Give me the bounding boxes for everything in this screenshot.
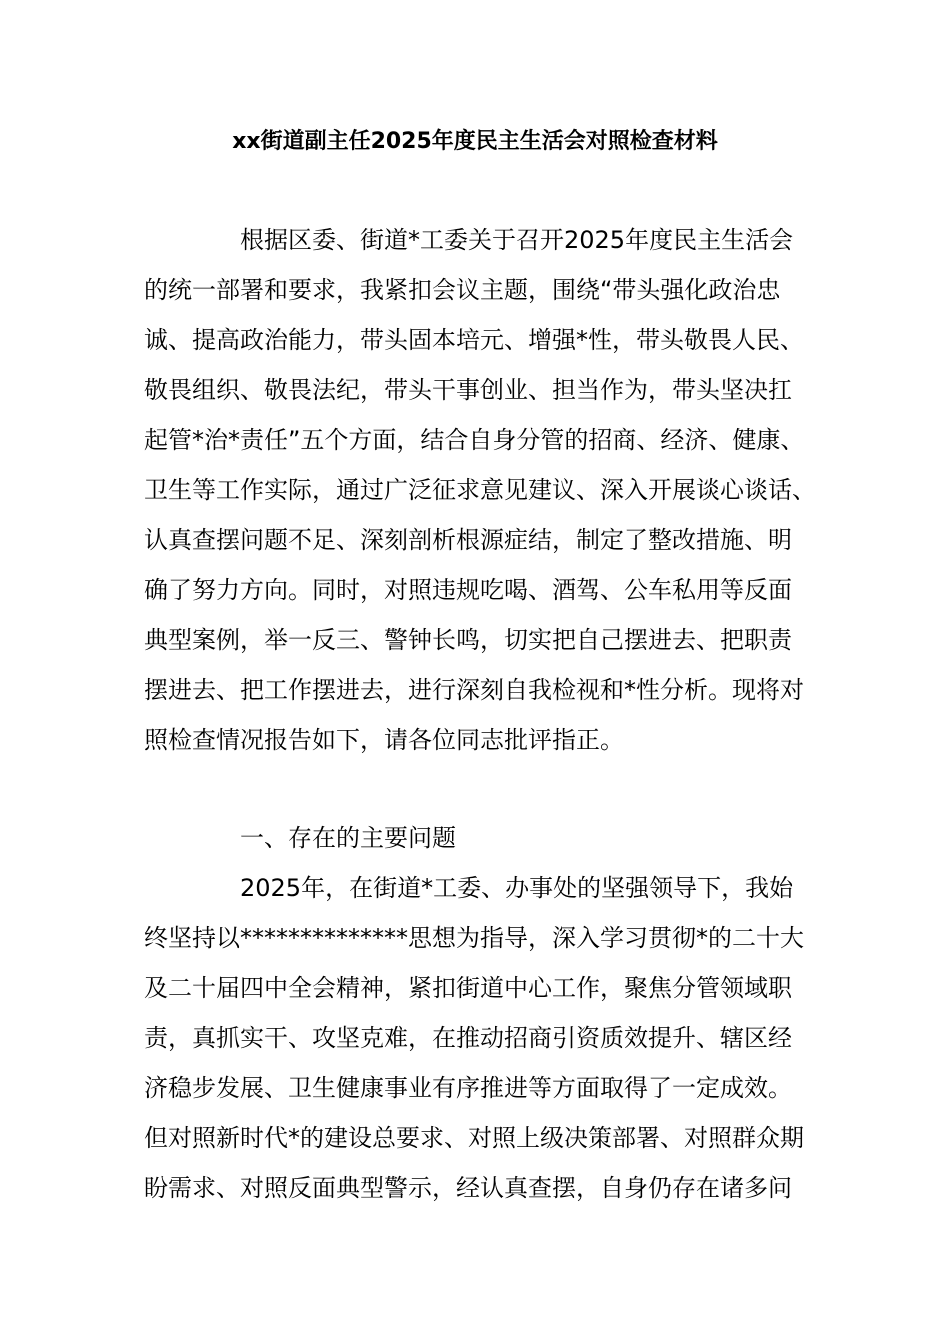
paragraph-line: 敬畏组织、敬畏法纪，带头干事创业、担当作为，带头坚决扛 xyxy=(144,376,792,404)
paragraph-line: 认真查摆问题不足、深刻剖析根源症结，制定了整改措施、明 xyxy=(144,526,792,554)
paragraph-line: 起管*治*责任”五个方面，结合自身分管的招商、经济、健康、 xyxy=(144,426,805,454)
paragraph-line: 诚、提高政治能力，带头固本培元、增强*性，带头敬畏人民、 xyxy=(144,326,804,354)
document-title: xx街道副主任2025年度民主生活会对照检查材料 xyxy=(232,129,718,154)
paragraph-line: 盼需求、对照反面典型警示，经认真查摆，自身仍存在诸多问 xyxy=(144,1174,792,1202)
paragraph-line: 济稳步发展、卫生健康事业有序推进等方面取得了一定成效。 xyxy=(144,1074,792,1102)
paragraph-line: 及二十届四中全会精神，紧扣街道中心工作，聚焦分管领域职 xyxy=(144,974,792,1002)
paragraph-line: 根据区委、街道*工委关于召开2025年度民主生活会 xyxy=(240,226,794,254)
paragraph-line: 但对照新时代*的建设总要求、对照上级决策部署、对照群众期 xyxy=(144,1124,804,1152)
paragraph-line: 卫生等工作实际，通过广泛征求意见建议、深入开展谈心谈话、 xyxy=(144,476,816,504)
paragraph-line: 摆进去、把工作摆进去，进行深刻自我检视和*性分析。现将对 xyxy=(144,676,804,704)
paragraph-line: 的统一部署和要求，我紧扣会议主题，围绕“带头强化政治忠 xyxy=(144,276,781,304)
paragraph-line: 确了努力方向。同时，对照违规吃喝、酒驾、公车私用等反面 xyxy=(144,576,792,604)
paragraph-line: 终坚持以**************思想为指导，深入学习贯彻*的二十大 xyxy=(144,924,804,952)
paragraph-line: 责，真抓实干、攻坚克难，在推动招商引资质效提升、辖区经 xyxy=(144,1024,792,1052)
paragraph-line: 2025年，在街道*工委、办事处的坚强领导下，我始 xyxy=(240,874,794,902)
paragraph-line: 照检查情况报告如下，请各位同志批评指正。 xyxy=(144,726,624,754)
paragraph-line: 典型案例，举一反三、警钟长鸣，切实把自己摆进去、把职责 xyxy=(144,626,792,654)
section-heading: 一、存在的主要问题 xyxy=(240,824,456,852)
